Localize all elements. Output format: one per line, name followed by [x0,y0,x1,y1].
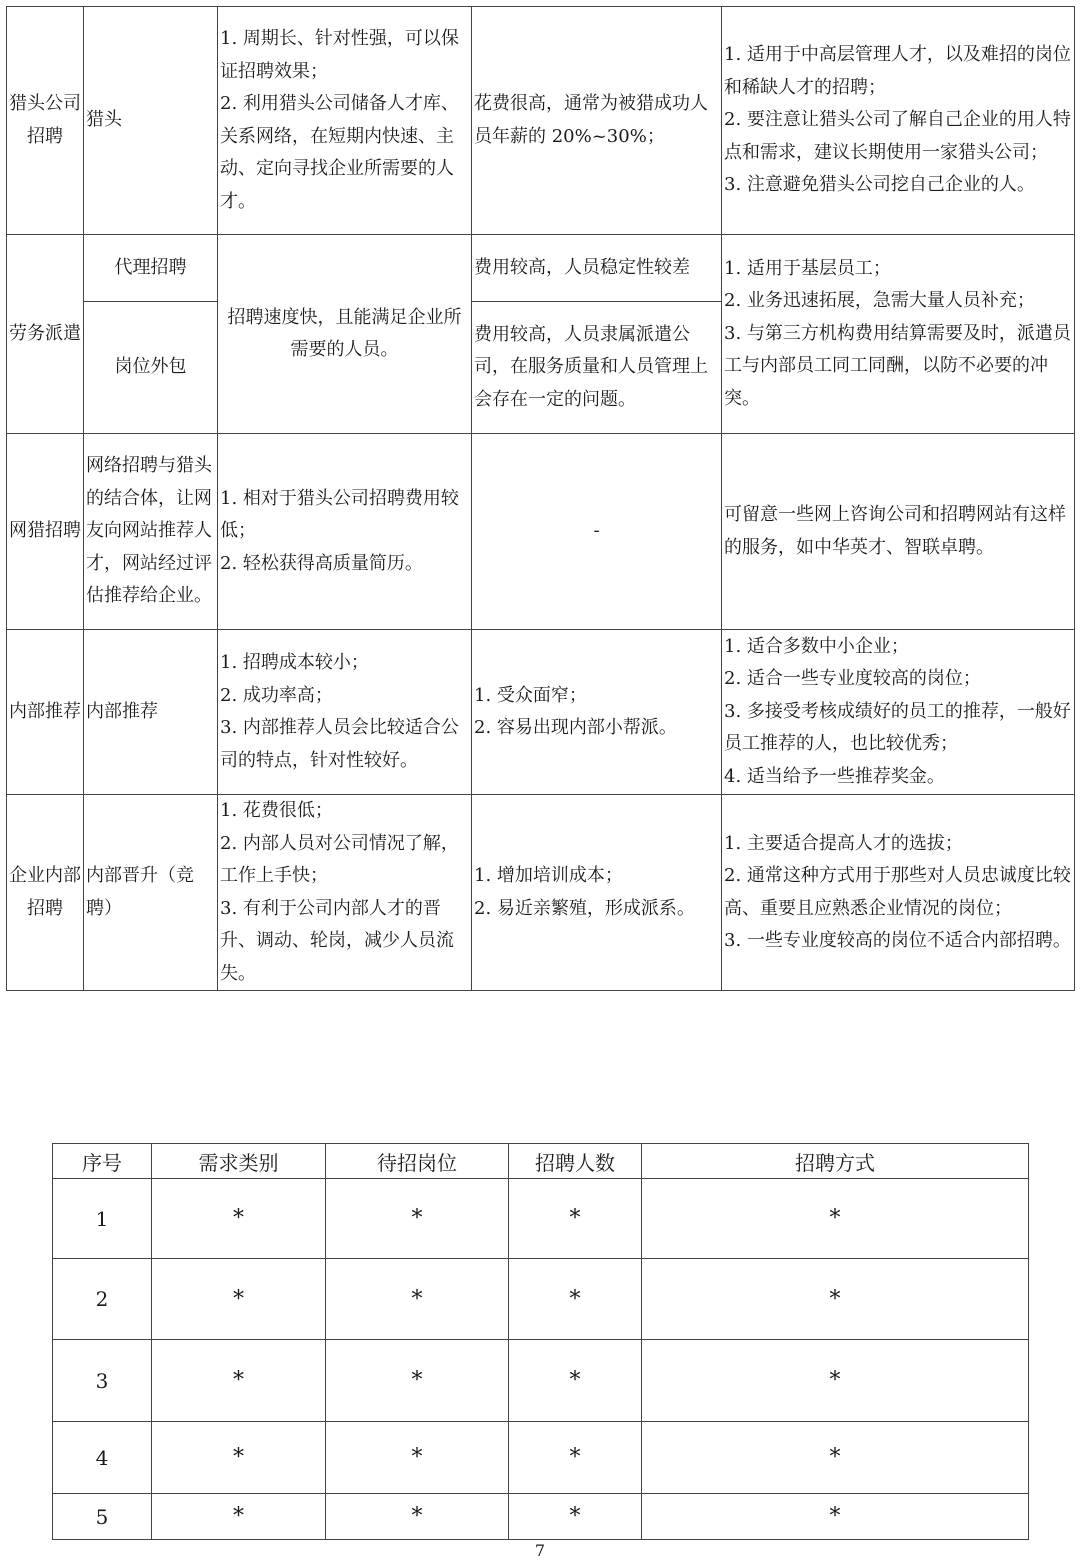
method-subtype-cell: 猎头 [84,7,218,235]
column-header-method: 招聘方式 [642,1144,1029,1179]
column-header-index: 序号 [53,1144,152,1179]
table-row [7,235,1075,302]
advantages-cell: 招聘速度快，且能满足企业所需要的人员。 [218,235,472,434]
cell-method: * [642,1340,1029,1422]
recruitment-methods-table [6,6,1075,991]
cell-method: * [642,1179,1029,1259]
cell-index: 2 [53,1259,152,1340]
table-row [53,1494,1029,1540]
note-line: 3. 多接受考核成绩好的员工的推荐，一般好员工推荐的人，也比较优秀； [724,700,1071,755]
note-line: 1. 适用于中高层管理人才，以及难招的岗位和稀缺人才的招聘； [724,44,1071,98]
method-subtype-cell: 代理招聘 [84,235,218,302]
advantage-line: 1. 相对于猎头公司招聘费用较低； [220,487,459,542]
advantage-line: 1. 周期长、针对性强，可以保证招聘效果； [220,28,459,82]
notes-cell: 可留意一些网上咨询公司和招聘网站有这样的服务，如中华英才、智联卓聘。 [722,434,1075,630]
cell-headcount: * [509,1179,642,1259]
cell-position: * [326,1179,509,1259]
disadvantage-line: 1. 受众面窄； [474,684,587,706]
table-row [53,1422,1029,1494]
advantage-line: 2. 利用猎头公司储备人才库、关系网络，在短期内快速、主动、定向寻找企业所需要的人才。 [220,93,459,212]
disadvantages-cell [472,795,722,991]
cell-headcount: * [509,1422,642,1494]
advantage-line: 1. 花费很低； [220,800,333,821]
column-header-position: 待招岗位 [326,1144,509,1179]
disadvantage-line: 2. 易近亲繁殖，形成派系。 [474,897,695,919]
table-row [53,1340,1029,1422]
note-line: 2. 要注意让猎头公司了解自己企业的用人特点和需求，建议长期使用一家猎头公司； [724,109,1071,163]
advantages-cell [218,795,472,991]
table-row [53,1179,1029,1259]
note-line: 3. 一些专业度较高的岗位不适合内部招聘。 [724,930,1071,951]
method-type-cell: 内部推荐 [7,630,84,795]
cell-index: 1 [53,1179,152,1259]
cell-position: * [326,1422,509,1494]
recruitment-plan-table [52,1143,1029,1540]
table-row [7,795,1075,991]
note-line: 1. 适用于基层员工； [724,257,891,279]
method-type-cell: 网猎招聘 [7,434,84,630]
advantages-cell [218,7,472,235]
note-line: 3. 与第三方机构费用结算需要及时，派遣员工与内部员工同工同酬，以防不必要的冲突。 [724,322,1071,409]
advantage-line: 2. 成功率高； [220,684,333,706]
cell-category: * [152,1422,326,1494]
note-line: 1. 主要适合提高人才的选拔； [724,832,963,854]
cell-index: 3 [53,1340,152,1422]
note-line: 4. 适当给予一些推荐奖金。 [724,765,945,787]
column-header-headcount: 招聘人数 [509,1144,642,1179]
cell-headcount: * [509,1340,642,1422]
cell-category: * [152,1340,326,1422]
method-subtype-cell: 网络招聘与猎头的结合体，让网友向网站推荐人才，网站经过评估推荐给企业。 [84,434,218,630]
page-number: 7 [534,1541,546,1560]
disadvantages-cell: 花费很高，通常为被猎成功人员年薪的 20%~30%； [472,7,722,235]
disadvantages-cell [472,630,722,795]
cell-category: * [152,1179,326,1259]
method-subtype-cell: 内部推荐 [84,630,218,795]
notes-cell [722,7,1075,235]
method-subtype-cell: 内部晋升（竞聘） [84,795,218,991]
advantage-line: 3. 内部推荐人员会比较适合公司的特点，针对性较好。 [220,717,459,771]
note-line: 2. 通常这种方式用于那些对人员忠诚度比较高、重要且应熟悉企业情况的岗位； [724,865,1071,919]
table-row [7,434,1075,630]
method-type-cell: 猎头公司招聘 [7,7,84,235]
cell-index: 5 [53,1494,152,1540]
disadvantage-line: 2. 容易出现内部小帮派。 [474,717,677,738]
table-row [53,1259,1029,1340]
note-line: 2. 适合一些专业度较高的岗位； [724,668,981,690]
notes-cell [722,795,1075,991]
table-header-row [53,1144,1029,1179]
cell-headcount: * [509,1259,642,1340]
cell-position: * [326,1494,509,1540]
cell-category: * [152,1259,326,1340]
note-line: 1. 适合多数中小企业； [724,635,909,657]
disadvantages-cell: 费用较高，人员隶属派遣公司，在服务质量和人员管理上会存在一定的问题。 [472,302,722,434]
advantage-line: 1. 招聘成本较小； [220,652,369,673]
column-header-category: 需求类别 [152,1144,326,1179]
advantage-line: 2. 内部人员对公司情况了解，工作上手快； [220,832,459,886]
note-line: 3. 注意避免猎头公司挖自己企业的人。 [724,174,1035,196]
advantages-cell [218,434,472,630]
advantages-cell [218,630,472,795]
method-type-cell: 劳务派遣 [7,235,84,434]
cell-method: * [642,1259,1029,1340]
cell-index: 4 [53,1422,152,1494]
cell-method: * [642,1422,1029,1494]
cell-category: * [152,1494,326,1540]
cell-headcount: * [509,1494,642,1540]
notes-cell [722,235,1075,434]
note-line: 2. 业务迅速拓展，急需大量人员补充； [724,290,1035,312]
cell-position: * [326,1259,509,1340]
disadvantages-cell: - [472,434,722,630]
cell-method: * [642,1494,1029,1540]
method-type-cell: 企业内部招聘 [7,795,84,991]
advantage-line: 3. 有利于公司内部人才的晋升、调动、轮岗，减少人员流失。 [220,897,454,984]
table-row [7,7,1075,235]
advantage-line: 2. 轻松获得高质量简历。 [220,552,423,574]
notes-cell [722,630,1075,795]
method-subtype-cell: 岗位外包 [84,302,218,434]
cell-position: * [326,1340,509,1422]
table-row [7,630,1075,795]
disadvantage-line: 1. 增加培训成本； [474,865,623,886]
disadvantages-cell: 费用较高，人员稳定性较差 [472,235,722,302]
